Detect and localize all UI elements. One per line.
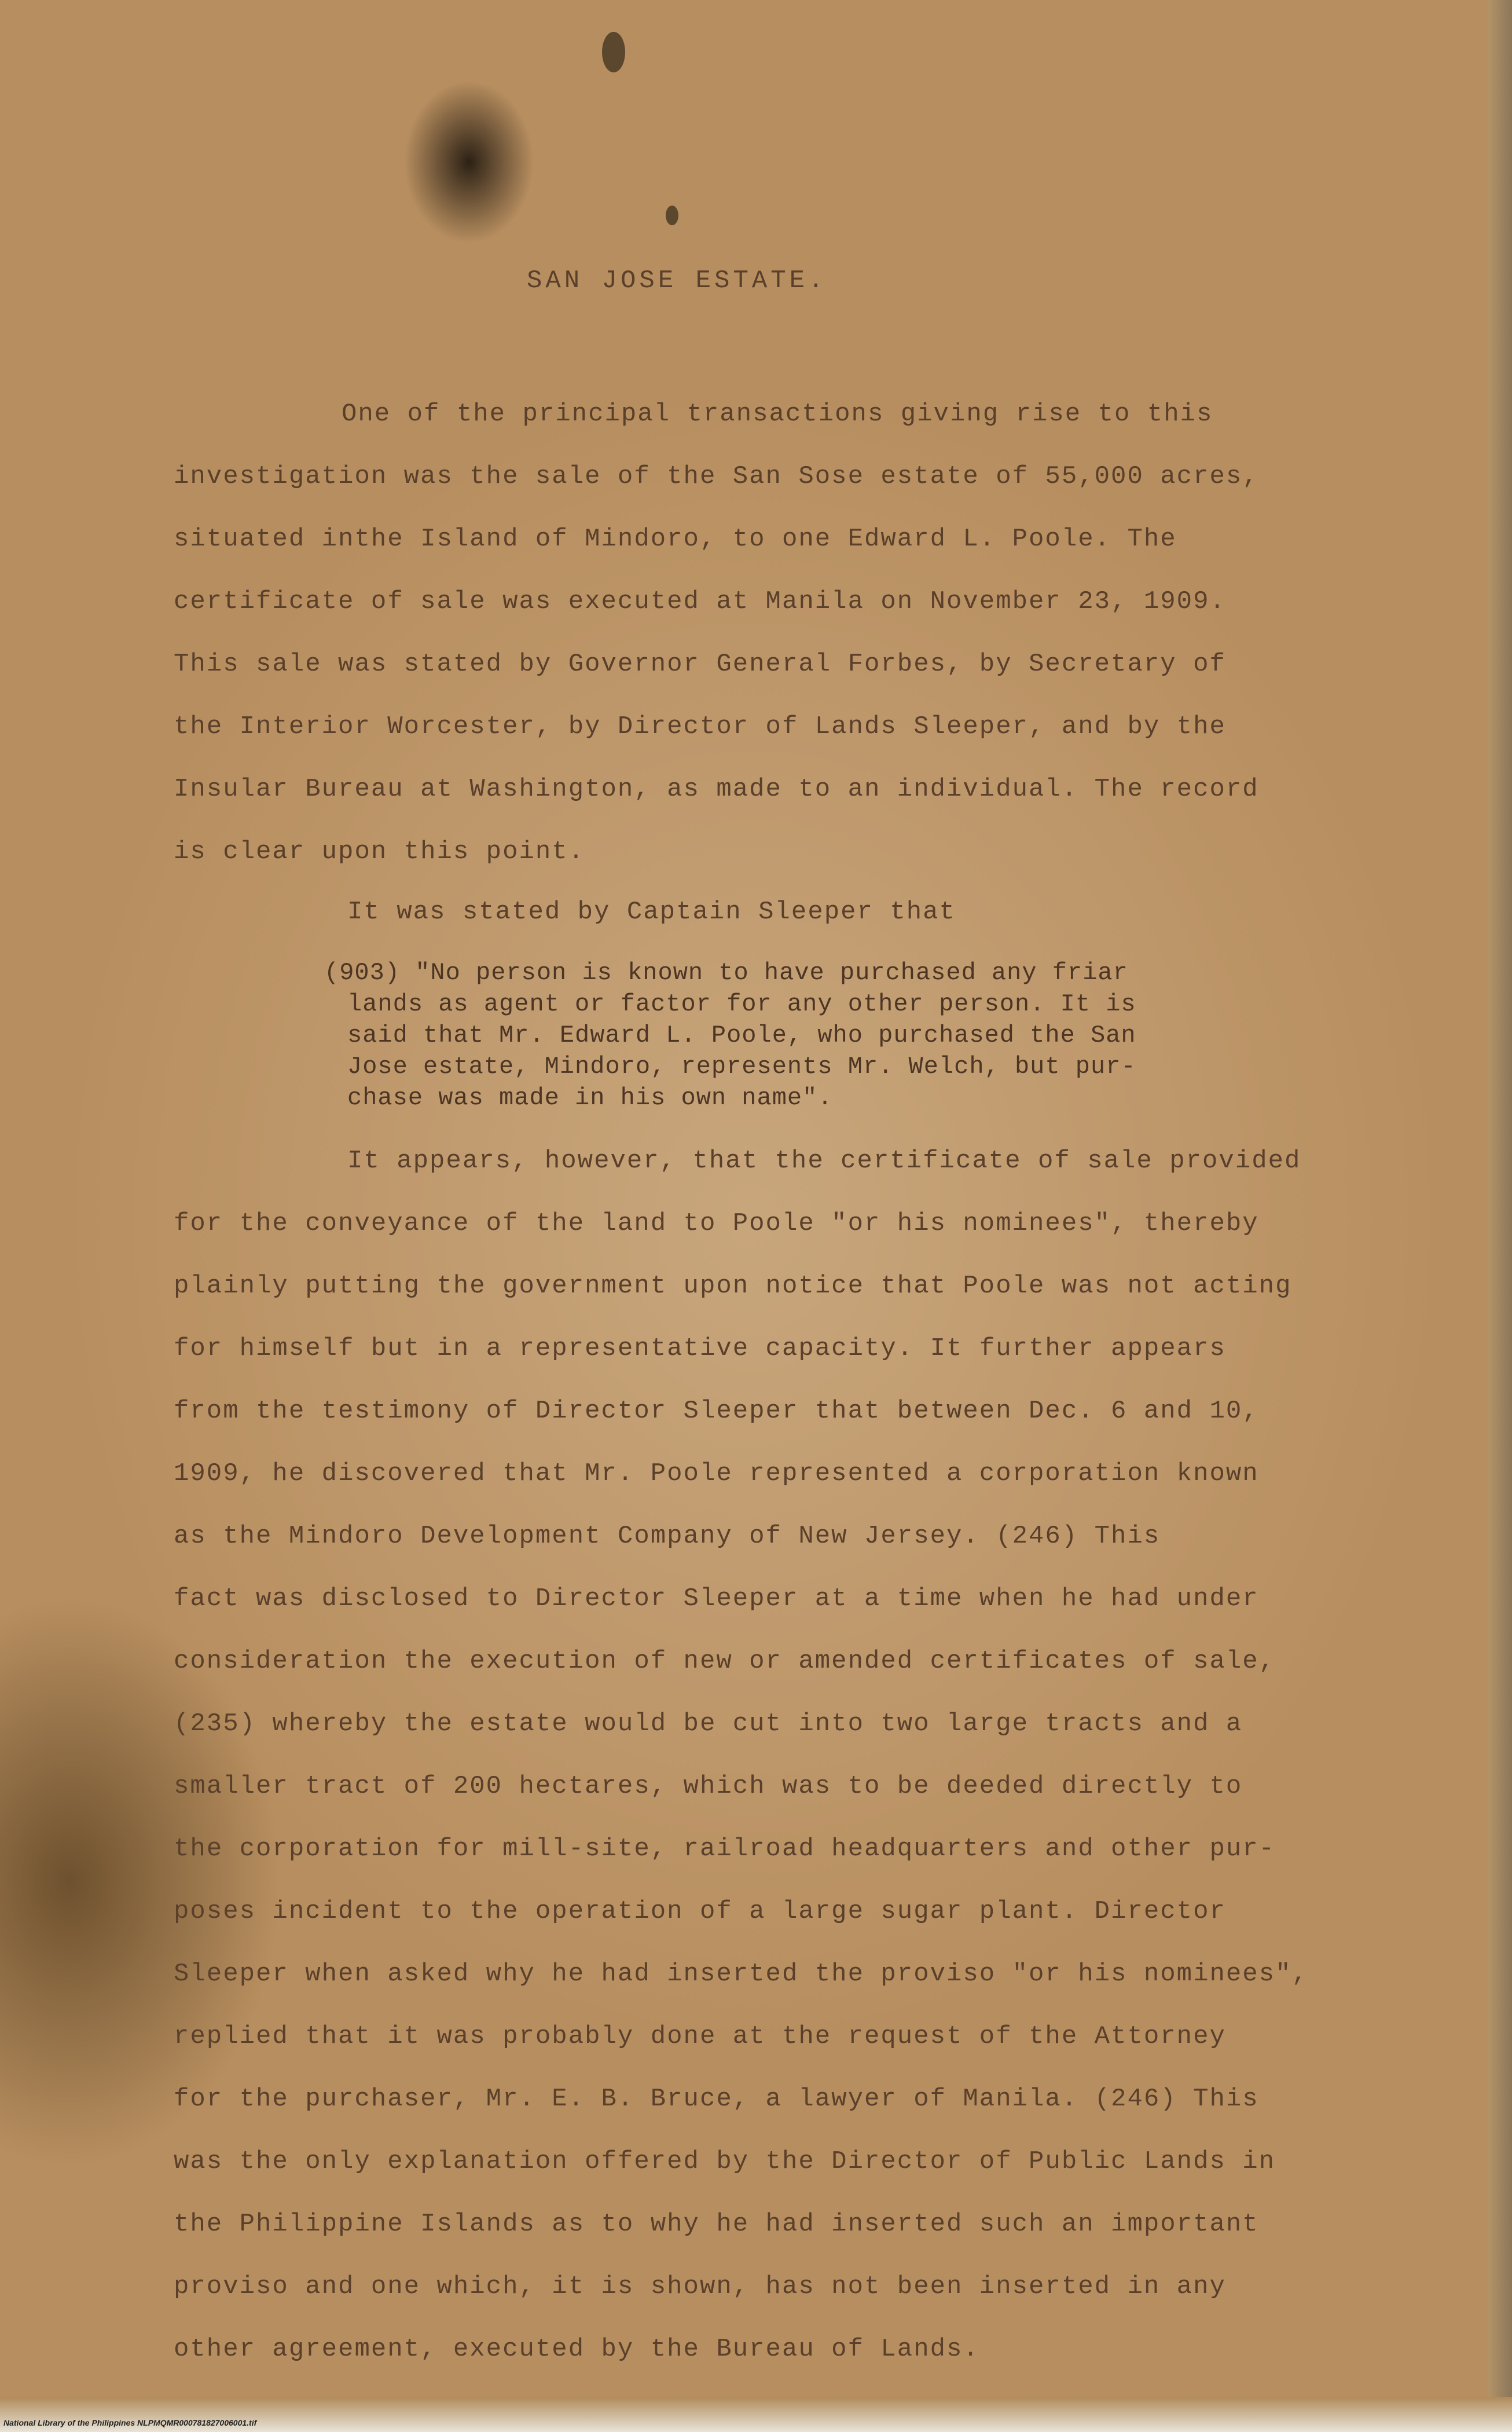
paragraph-line: the corporation for mill-site, railroad headquarters and other pur- [174, 1834, 1276, 1863]
paragraph-line: poses incident to the operation of a large sugar plant. Director [174, 1897, 1226, 1926]
paragraph-line: (235) whereby the estate would be cut into two large tracts and a [174, 1709, 1243, 1738]
quote-line: Jose estate, Mindoro, represents Mr. Welch, but pur- [347, 1053, 1136, 1081]
paragraph-line: the Philippine Islands as to why he had inserted such an important [174, 2210, 1259, 2239]
paragraph-line: replied that it was probably done at the request of the Attorney [174, 2022, 1226, 2051]
page-title: SAN JOSE ESTATE. [527, 266, 827, 295]
paragraph-line: is clear upon this point. [174, 837, 585, 866]
paragraph-line: One of the principal transactions giving rise to this [342, 400, 1213, 428]
paragraph-line: Sleeper when asked why he had inserted the proviso "or his nominees", [174, 1959, 1308, 1988]
paragraph-line: situated inthe Island of Mindoro, to one Edward L. Poole. The [174, 525, 1177, 554]
paragraph-line: for the conveyance of the land to Poole "or his nominees", thereby [174, 1209, 1259, 1238]
paragraph-line: plainly putting the government upon notice that Poole was not acting [174, 1272, 1292, 1301]
paragraph-line: fact was disclosed to Director Sleeper at a time when he had under [174, 1584, 1259, 1613]
quote-line: lands as agent or factor for any other person. It is [347, 990, 1136, 1018]
paragraph-line: for the purchaser, Mr. E. B. Bruce, a lawyer of Manila. (246) This [174, 2085, 1259, 2114]
paragraph-line: from the testimony of Director Sleeper that between Dec. 6 and 10, [174, 1397, 1259, 1426]
paragraph-line: Insular Bureau at Washington, as made to an individual. The record [174, 775, 1259, 804]
archive-footer: National Library of the Philippines NLPMQMR000781827006001.tif [3, 2418, 257, 2427]
paragraph-line: as the Mindoro Development Company of New Jersey. (246) This [174, 1522, 1161, 1551]
paragraph-line: other agreement, executed by the Bureau of Lands. [174, 2335, 979, 2364]
paragraph-line: the Interior Worcester, by Director of Lands Sleeper, and by the [174, 712, 1226, 741]
paragraph-line: proviso and one which, it is shown, has not been inserted in any [174, 2272, 1226, 2301]
paragraph-line: consideration the execution of new or amended certificates of sale, [174, 1647, 1276, 1676]
quote-line: chase was made in his own name". [347, 1084, 833, 1112]
paragraph-line: It appears, however, that the certificate of sale provided [347, 1147, 1301, 1175]
paragraph-line: It was stated by Captain Sleeper that [347, 898, 956, 926]
paragraph-line: certificate of sale was executed at Manila on November 23, 1909. [174, 587, 1226, 616]
paragraph-line: 1909, he discovered that Mr. Poole represented a corporation known [174, 1459, 1259, 1488]
paragraph-line: investigation was the sale of the San Sose estate of 55,000 acres, [174, 462, 1259, 491]
paragraph-line: This sale was stated by Governor General Forbes, by Secretary of [174, 650, 1226, 679]
quote-line: (903) "No person is known to have purchased any friar [324, 959, 1128, 987]
quote-line: said that Mr. Edward L. Poole, who purchased the San [347, 1021, 1136, 1049]
paragraph-line: was the only explanation offered by the Director of Public Lands in [174, 2147, 1276, 2176]
paragraph-line: smaller tract of 200 hectares, which was to be deeded directly to [174, 1772, 1243, 1801]
paragraph-line: for himself but in a representative capacity. It further appears [174, 1334, 1226, 1363]
